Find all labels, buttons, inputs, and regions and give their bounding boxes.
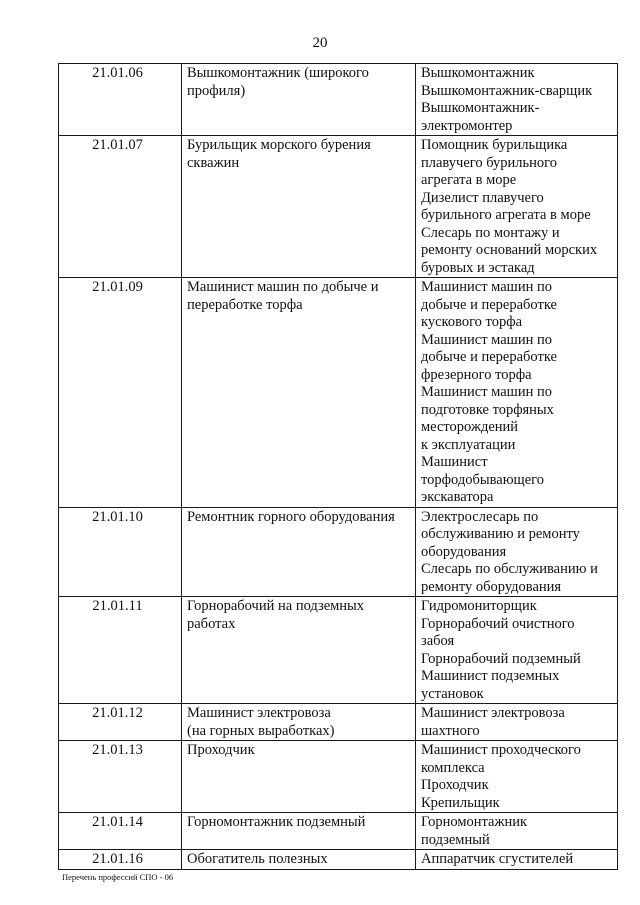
table-row <box>59 278 618 508</box>
profession-line: Машинист машин по <box>421 279 553 295</box>
table-row <box>59 850 618 870</box>
specialty-code-cell <box>59 850 182 870</box>
specialty-name-line: Обогатитель полезных <box>187 851 328 867</box>
specialty-code: 21.01.09 <box>92 279 143 295</box>
specialty-name-cell <box>182 704 416 741</box>
page-footer: Перечень профессий СПО - 06 <box>62 872 174 882</box>
profession-line: буровых и эстакад <box>421 259 535 276</box>
profession-line: к эксплуатации <box>421 436 516 453</box>
specialty-code: 21.01.14 <box>92 814 143 830</box>
specialty-name-cell <box>182 64 416 136</box>
profession-line: оборудования <box>421 543 507 560</box>
table-row <box>59 704 618 741</box>
specialty-code: 21.01.16 <box>92 851 143 867</box>
profession-line: Вышкомонтажник <box>421 65 535 81</box>
professions-cell <box>416 136 618 278</box>
profession-line: Машинист машин по <box>421 331 553 348</box>
table-row <box>59 136 618 278</box>
specialty-code-cell <box>59 741 182 813</box>
profession-line: подземный <box>421 831 490 848</box>
specialty-name-cell <box>182 136 416 278</box>
profession-line: плавучего бурильного <box>421 154 558 171</box>
profession-line: комплекса <box>421 759 485 776</box>
profession-line: Горномонтажник <box>421 814 528 830</box>
page-number: 20 <box>312 35 328 51</box>
specialty-code: 21.01.07 <box>92 137 143 153</box>
profession-line: забоя <box>421 633 455 649</box>
profession-line: Дизелист плавучего <box>421 189 544 206</box>
profession-line: бурильного агрегата в море <box>421 207 591 223</box>
specialty-name-line: профиля) <box>187 82 246 99</box>
specialty-name-line: Горнорабочий на подземных <box>187 598 365 614</box>
profession-line: фрезерного торфа <box>421 366 532 383</box>
profession-line: добыче и переработке <box>421 349 557 365</box>
table-row <box>59 813 618 850</box>
professions-cell <box>416 278 618 508</box>
specialty-code-cell <box>59 507 182 597</box>
specialty-name-cell <box>182 597 416 704</box>
specialty-name-line: Горномонтажник подземный <box>187 814 366 830</box>
profession-line: установок <box>421 685 484 702</box>
table-row <box>59 507 618 597</box>
profession-line: торфодобывающего <box>421 471 544 488</box>
specialty-code: 21.01.12 <box>92 705 143 721</box>
profession-line: экскаватора <box>421 489 494 505</box>
profession-line: Машинист подземных <box>421 668 560 684</box>
profession-line: Горнорабочий очистного <box>421 615 575 632</box>
profession-line: обслуживанию и ремонту <box>421 526 580 542</box>
profession-line: Горнорабочий подземный <box>421 650 581 667</box>
profession-line: Аппаратчик сгустителей <box>421 851 574 867</box>
professions-cell <box>416 507 618 597</box>
table-row <box>59 64 618 136</box>
specialty-name-line: (на горных выработках) <box>187 722 335 739</box>
profession-line: Вышкомонтажник-сварщик <box>421 82 593 99</box>
profession-line: шахтного <box>421 722 480 739</box>
profession-line: Машинист электровоза <box>421 705 565 721</box>
specialty-name-line: Вышкомонтажник (широкого <box>187 65 369 81</box>
professions-cell <box>416 850 618 870</box>
specialty-name-line: переработке торфа <box>187 296 303 313</box>
specialty-code: 21.01.11 <box>92 598 143 614</box>
profession-line: добыче и переработке <box>421 296 557 313</box>
profession-line: кускового торфа <box>421 314 523 330</box>
profession-line: агрегата в море <box>421 172 517 188</box>
profession-line: Гидромониторщик <box>421 598 537 614</box>
profession-line: Машинист машин по <box>421 384 553 400</box>
table-body <box>59 64 618 870</box>
specialty-code-cell <box>59 597 182 704</box>
profession-line: Вышкомонтажник- <box>421 100 540 116</box>
specialty-code-cell <box>59 813 182 850</box>
specialty-code-cell <box>59 136 182 278</box>
profession-line: ремонту оснований морских <box>421 242 598 258</box>
professions-cell <box>416 64 618 136</box>
specialty-name-cell <box>182 741 416 813</box>
specialty-name-line: Проходчик <box>187 742 255 758</box>
specialty-code-cell <box>59 64 182 136</box>
profession-line: электромонтер <box>421 117 513 134</box>
profession-line: ремонту оборудования <box>421 578 562 595</box>
specialty-code: 21.01.13 <box>92 742 143 758</box>
profession-line: Машинист проходческого <box>421 742 581 758</box>
specialty-name-cell <box>182 507 416 597</box>
specialty-code: 21.01.06 <box>92 65 143 81</box>
specialty-name-cell <box>182 813 416 850</box>
specialty-name-line: Машинист машин по добыче и <box>187 279 379 295</box>
specialty-name-line: Машинист электровоза <box>187 705 331 721</box>
profession-line: подготовке торфяных <box>421 401 554 418</box>
profession-line: Электрослесарь по <box>421 508 539 525</box>
profession-line: Слесарь по обслуживанию и <box>421 561 598 577</box>
specialty-code-cell <box>59 704 182 741</box>
professions-cell <box>416 597 618 704</box>
profession-line: Помощник бурильщика <box>421 137 568 153</box>
professions-table <box>58 63 618 870</box>
profession-line: Слесарь по монтажу и <box>421 224 560 241</box>
specialty-name-line: работах <box>187 615 236 632</box>
profession-line: месторождений <box>421 419 519 435</box>
profession-line: Машинист <box>421 454 488 470</box>
specialty-code: 21.01.10 <box>92 508 143 525</box>
profession-line: Проходчик <box>421 777 489 793</box>
table-row <box>59 597 618 704</box>
professions-cell <box>416 741 618 813</box>
specialty-name-cell <box>182 278 416 508</box>
specialty-name-line: скважин <box>187 154 240 171</box>
professions-cell <box>416 813 618 850</box>
specialty-name-line: Бурильщик морского бурения <box>187 137 371 153</box>
table-row <box>59 741 618 813</box>
specialty-name-line: Ремонтник горного оборудования <box>187 508 395 525</box>
specialty-name-cell <box>182 850 416 870</box>
specialty-code-cell <box>59 278 182 508</box>
profession-line: Крепильщик <box>421 794 500 811</box>
professions-cell <box>416 704 618 741</box>
